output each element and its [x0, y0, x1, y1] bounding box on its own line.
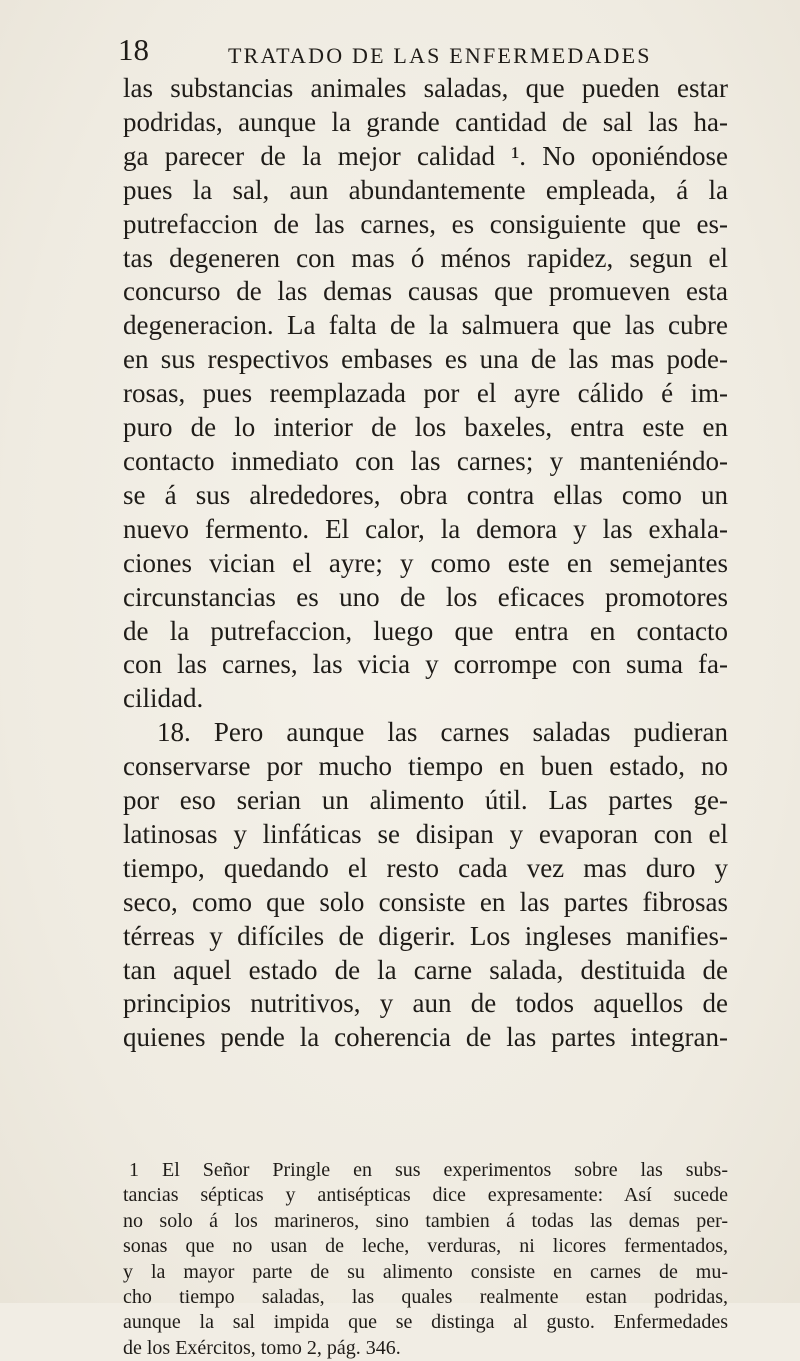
text-line: seco, como que solo consiste en las partes fibrosas: [123, 886, 728, 917]
text-line: quienes pende la coherencia de las partes integran-: [123, 1022, 728, 1053]
text-line: putrefaccion de las carnes, es consiguiente que es-: [123, 208, 728, 239]
footnote-line: sonas que no usan de leche, verduras, ni licores fermentados,: [123, 1235, 728, 1258]
footnote-line: 1 El Señor Pringle en sus experimentos sobre las subs-: [129, 1159, 728, 1181]
text-line: nuevo fermento. El calor, la demora y las exhala-: [123, 513, 728, 544]
text-line: ga parecer de la mejor calidad ¹. No oponiéndose: [123, 140, 728, 171]
paragraph-18-start: 18. Pero aunque las carnes saladas pudieran: [157, 717, 728, 748]
footnote: [123, 1158, 728, 1361]
text-line: de la putrefaccion, luego que entra en contacto: [123, 615, 728, 646]
page-number: 18: [118, 32, 149, 67]
text-line: las substancias animales saladas, que pueden estar: [123, 73, 728, 103]
text-line: térreas y difíciles de digerir. Los ingleses manifies-: [123, 920, 728, 951]
main-text: [123, 72, 728, 1055]
text-line: pues la sal, aun abundantemente empleada, á la: [123, 174, 728, 205]
footnote-line: y la mayor parte de su alimento consiste en carnes de mu-: [123, 1260, 728, 1283]
running-head: TRATADO DE LAS ENFERMEDADES: [228, 43, 652, 68]
footnote-line: tancias sépticas y antisépticas dice expresamente: Así sucede: [123, 1184, 728, 1207]
footnote-line: aunque la sal impida que se distinga al gusto. Enfermedades: [123, 1311, 728, 1334]
text-line: degeneracion. La falta de la salmuera que las cubre: [123, 310, 728, 341]
text-line: con las carnes, las vicia y corrompe con suma fa-: [123, 649, 728, 680]
text-line: tan aquel estado de la carne salada, destituida de: [123, 954, 728, 985]
text-line: latinosas y linfáticas se disipan y evaporan con el: [123, 818, 728, 849]
text-line: conservarse por mucho tiempo en buen estado, no: [123, 751, 728, 782]
text-line: tiempo, quedando el resto cada vez mas duro y: [123, 852, 728, 883]
text-line: concurso de las demas causas que promueven esta: [123, 276, 728, 307]
text-line: cilidad.: [123, 683, 204, 714]
text-line: podridas, aunque la grande cantidad de sal las ha-: [123, 106, 728, 137]
text-line: por eso serian un alimento útil. Las partes ge-: [123, 785, 728, 816]
text-line: circunstancias es uno de los eficaces promotores: [123, 581, 728, 612]
text-line: se á sus alrededores, obra contra ellas como un: [123, 479, 728, 510]
text-line: rosas, pues reemplazada por el ayre cálido é im-: [123, 378, 728, 409]
footnote-line: cho tiempo saladas, las quales realmente estan podridas,: [123, 1286, 728, 1309]
page-header: [118, 28, 678, 72]
text-line: principios nutritivos, y aun de todos aquellos de: [123, 988, 728, 1019]
text-line: contacto inmediato con las carnes; y manteniéndo-: [123, 445, 728, 476]
text-line: tas degeneren con mas ó ménos rapidez, segun el: [123, 242, 728, 273]
text-line: puro de lo interior de los baxeles, entra este en: [123, 412, 728, 443]
text-line: en sus respectivos embases es una de las mas pode-: [123, 344, 728, 375]
footnote-line: de los Exércitos, tomo 2, pág. 346.: [123, 1336, 401, 1359]
footnote-line: no solo á los marineros, sino tambien á todas las demas per-: [123, 1209, 728, 1232]
text-line: ciones vician el ayre; y como este en semejantes: [123, 547, 728, 578]
